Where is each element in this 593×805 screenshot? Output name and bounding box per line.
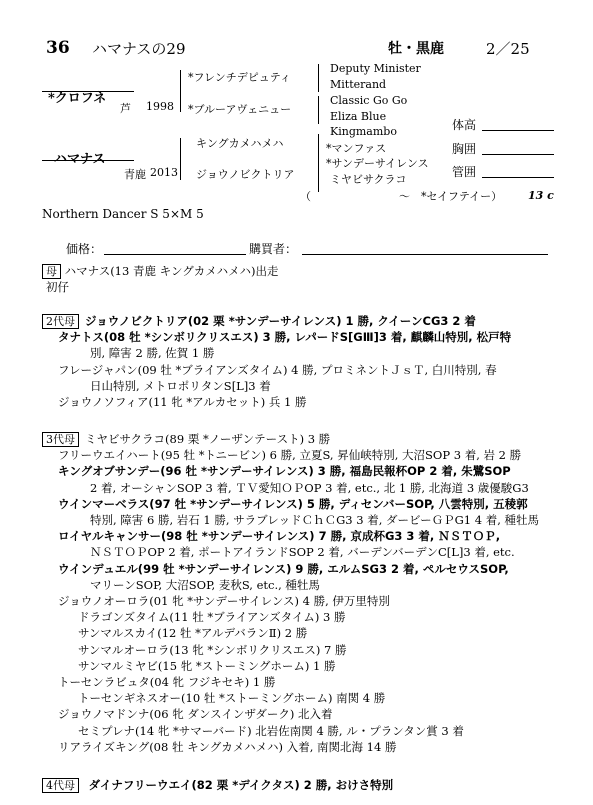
lineage-line	[42, 593, 390, 609]
fourth-dam-label: 4代母	[42, 778, 79, 793]
sire-sire: *フレンチデピュティ	[188, 71, 291, 84]
lineage-line	[42, 345, 214, 361]
sire-dam: *ブルーアヴェニュー	[188, 103, 292, 116]
price-label: 価格：	[66, 242, 103, 256]
fourth-dam-text: ダイナフリーウエイ(82 栗 *デイクタス) 2 勝, おけさ特別	[88, 778, 394, 792]
dam-dam: ジョウノビクトリア	[196, 168, 295, 181]
dam-sire-sire: Kingmambo	[330, 125, 397, 138]
inbreeding: Northern Dancer S 5×M 5	[42, 207, 204, 221]
sire-dam-dam: Eliza Blue	[330, 110, 387, 123]
fourth-dam-section	[42, 777, 393, 793]
sex-color: 牡・黒鹿	[388, 41, 444, 57]
page-count: 2／25	[486, 40, 530, 58]
lineage-text: 日山特別, メトロポリタンS[L]3 着	[90, 378, 271, 393]
lineage-line	[42, 447, 521, 463]
buyer-label: 購買者：	[249, 242, 298, 256]
lineage-text: ウインマーベラス(97 牡 *サンデーサイレンス) 5 勝, ディセンバーSOP, 八雲特別, 五稜郭	[58, 496, 528, 511]
sire-year: 1998	[146, 100, 174, 113]
horse-name: ハマナスの29	[92, 40, 186, 58]
measure-cannon-label: 管囲	[452, 165, 477, 179]
catalog-number: 36	[46, 38, 70, 58]
lineage-text: ジョウノソフィア(11 牝 *アルカセット) 兵 1 勝	[58, 395, 307, 409]
lineage-text: ジョウノマドンナ(06 牝 ダンスインザダーク) 北入着	[58, 707, 333, 722]
lineage-line	[42, 329, 511, 345]
lineage-line	[42, 706, 332, 722]
lineage-line	[42, 480, 529, 496]
sire-sire-dam: Mitterand	[330, 78, 387, 91]
lineage-line	[42, 658, 336, 674]
measure-chest-label: 胸囲	[452, 142, 477, 156]
family-number: 13 c	[528, 189, 554, 202]
lineage-text: サンマルスカイ(12 牡 *アルデバランⅡ) 2 勝	[78, 626, 308, 641]
lineage-line	[42, 378, 271, 394]
sire-color: 芦	[120, 102, 131, 115]
lineage-text: ドラゴンズタイム(11 牡 *ブライアンズタイム) 3 勝	[78, 610, 346, 625]
lineage-line	[42, 496, 528, 512]
lineage-text: ジョウノビクトリア(02 栗 *サンデーサイレンス) 1 勝, クイーンCG3 2 着	[85, 314, 476, 328]
dam-section	[42, 263, 279, 279]
lineage-text: ミヤビサクラコ(89 栗 *ノーザンテースト) 3 勝	[85, 432, 331, 446]
family-note: （ ～ *セイフテイー）	[300, 190, 503, 203]
dam-section-label: 母	[42, 264, 61, 279]
lineage-text: リアライズキング(08 牡 キングカメハメハ) 入着, 南関北海 14 勝	[58, 739, 397, 754]
lineage-text: フリーウエイハート(95 牡 *トニービン) 6 勝, 立夏S, 昇仙峡特別, 大沼SOP 3 着, 岩 2 勝	[58, 448, 522, 463]
dam-dam-dam: ミヤビサクラコ	[330, 173, 407, 186]
lineage-text: 特別, 障害 6 勝, 岩石 1 勝, サラブレッドＣｈＣG3 3 着, ダービーＧＰG1 4 着, 種牡馬	[90, 513, 540, 527]
lineage-line	[42, 544, 515, 560]
dam-section-text: ハマナス(13 青鹿 キングカメハメハ)出走	[64, 264, 279, 278]
lineage-line	[42, 512, 539, 528]
lineage-line	[42, 609, 346, 625]
generation-label: 3代母	[42, 432, 79, 447]
lineage-line	[42, 690, 385, 706]
generation-label: 2代母	[42, 314, 79, 329]
lineage-text: トーセンラビュタ(04 牝 フジキセキ) 1 勝	[58, 675, 276, 689]
lineage-line	[42, 674, 275, 690]
measure-height-label: 体高	[452, 118, 477, 132]
dam-year: 2013	[150, 166, 178, 179]
lineage-text: ウインデュエル(99 牡 *サンデーサイレンス) 9 勝, エルムSG3 2 着, ペルセウスSOP,	[58, 561, 509, 576]
lineage-line	[42, 625, 307, 641]
sire-sire-sire: Deputy Minister	[330, 62, 421, 75]
lineage-text: サンマルミヤビ(15 牝 *ストーミングホーム) 1 勝	[78, 658, 336, 673]
lineage-line	[42, 528, 500, 544]
lineage-text: 別, 障害 2 勝, 佐賀 1 勝	[90, 346, 215, 361]
lineage-line	[42, 577, 320, 593]
lineage-line	[42, 739, 396, 755]
lineage-line	[42, 431, 330, 447]
dam-sire: キングカメハメハ	[196, 137, 284, 150]
dam-color: 青鹿	[124, 168, 146, 181]
lineage-text: フレージャパン(09 牡 *ブライアンズタイム) 4 勝, プロミネントＪｓＴ, 白川特別, 春	[58, 362, 497, 377]
lineage-text: キングオブサンデー(96 牡 *サンデーサイレンス) 3 勝, 福島民報杯OP 2 着, 朱鷺SOP	[58, 464, 511, 479]
dam-dam-sire: *サンデーサイレンス	[326, 157, 429, 170]
lineage-line	[42, 642, 346, 658]
lineage-line	[42, 561, 509, 577]
lineage-text: ＮＳＴＯＰOP 2 着, ポートアイランドSOP 2 着, バーデンバーデンC[L]3 着, etc.	[90, 545, 515, 560]
lineage-text: セミプレナ(14 牝 *サマーバード) 北岩佐南関 4 勝, ル・プランタン賞 3 着	[78, 723, 464, 738]
lineage-text: マリーンSOP, 大沼SOP, 麦秋S, etc., 種牡馬	[90, 577, 320, 592]
lineage-text: 2 着, オーシャンSOP 3 着, ＴＶ愛知ＯＰOP 3 着, etc., 北 1 勝, 北海道 3 歳優駿G3	[90, 480, 529, 495]
lineage-line	[42, 463, 511, 479]
lineage-text: ロイヤルキャンサー(98 牡 *サンデーサイレンス) 7 勝, 京成杯G3 3 着, ＮＳＴＯＰ,	[58, 529, 501, 544]
lineage-line	[42, 394, 307, 410]
lineage-line	[42, 362, 497, 378]
lineage-line	[42, 313, 476, 329]
lineage-text: ジョウノオーロラ(01 牝 *サンデーサイレンス) 4 勝, 伊万里特別	[58, 594, 390, 608]
dam-sire-dam: *マンファス	[326, 142, 387, 155]
lineage-text: トーセンギネスオー(10 牡 *ストーミングホーム) 南関 4 勝	[78, 691, 386, 706]
lineage-line	[42, 723, 464, 739]
lineage-text: サンマルオーロラ(13 牝 *シンボリクリスエス) 7 勝	[78, 642, 347, 657]
dam-name: ハマナス	[54, 152, 106, 167]
sire-dam-sire: Classic Go Go	[330, 94, 408, 107]
lineage-text: タナトス(08 牡 *シンボリクリスエス) 3 勝, レパードS[GⅢ]3 着, 麒麟山特別, 松戸特	[58, 330, 512, 345]
sire-name: *クロフネ	[48, 91, 107, 106]
dam-section-sub: 初仔	[46, 280, 69, 294]
